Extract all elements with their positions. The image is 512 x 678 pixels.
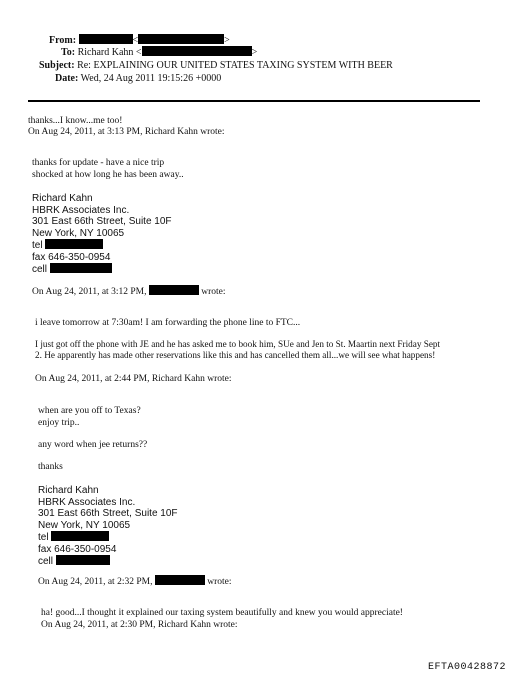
- redaction-block: [142, 46, 252, 56]
- redaction-block: [138, 34, 224, 44]
- header-divider: [28, 100, 480, 102]
- redaction-block: [155, 575, 205, 585]
- signature-address: 301 East 66th Street, Suite 10F: [32, 216, 172, 227]
- quote-3-line-4: thanks: [38, 462, 63, 472]
- signature-2: [38, 485, 178, 568]
- quote-attribution-5: On Aug 24, 2011, at 2:30 PM, Richard Kahn wrote:: [41, 620, 238, 630]
- signature-tel: tel: [32, 239, 172, 252]
- signature-company: HBRK Associates Inc.: [32, 204, 130, 216]
- from-label: From:: [49, 35, 77, 46]
- quote-attribution-3: On Aug 24, 2011, at 2:44 PM, Richard Kahn wrote:: [35, 374, 232, 384]
- redaction-block: [149, 285, 199, 295]
- quote-attribution-4: On Aug 24, 2011, at 2:32 PM, wrote:: [38, 577, 232, 587]
- signature-tel: tel: [38, 531, 178, 544]
- to-value: Richard Kahn: [77, 47, 134, 58]
- to-label: To:: [61, 47, 76, 58]
- subject-label: Subject:: [39, 60, 75, 71]
- redaction-block: [56, 555, 110, 565]
- signature-cell: cell: [38, 555, 178, 568]
- signature-address: 301 East 66th Street, Suite 10F: [38, 508, 178, 519]
- subject-value: Re: EXPLAINING OUR UNITED STATES TAXING SYSTEM WITH BEER: [77, 60, 393, 71]
- signature-1: [32, 193, 172, 276]
- signature-fax: fax 646-350-0954: [32, 251, 111, 263]
- signature-fax: fax 646-350-0954: [38, 543, 117, 555]
- message-2-line-3: 2. He apparently has made other reservations like this and has cancelled them all...we will see what happens!: [35, 350, 436, 360]
- message-4-line-1: ha! good...I thought it explained our taxing system beautifully and knew you would appreciate!: [41, 608, 403, 618]
- redaction-block: [50, 263, 112, 273]
- signature-company: HBRK Associates Inc.: [38, 496, 136, 508]
- bates-number: EFTA00428872: [427, 662, 506, 673]
- quote-3-line-1: when are you off to Texas?: [38, 406, 141, 416]
- angle-close: >: [251, 47, 258, 58]
- quote-attribution-2: On Aug 24, 2011, at 3:12 PM, wrote:: [32, 287, 226, 297]
- subject-row: [39, 60, 393, 72]
- quote-1-line-1: thanks for update - have a nice trip: [32, 158, 165, 168]
- quote-attribution-1: On Aug 24, 2011, at 3:13 PM, Richard Kahn wrote:: [28, 127, 225, 137]
- to-row: [61, 46, 257, 59]
- signature-name: Richard Kahn: [38, 485, 99, 496]
- date-label: Date:: [55, 73, 79, 84]
- quote-3-line-2: enjoy trip..: [38, 418, 80, 428]
- quote-3-line-3: any word when jee returns??: [38, 440, 148, 450]
- redaction-block: [79, 34, 133, 44]
- message-2-line-2: I just got off the phone with JE and he has asked me to book him, SUe and Jen to St. Maartin next Friday Sept: [35, 339, 441, 349]
- quote-1-line-2: shocked at how long he has been away..: [32, 170, 184, 180]
- date-value: Wed, 24 Aug 2011 19:15:26 +0000: [80, 73, 222, 84]
- reply-line-1: thanks...I know...me too!: [28, 116, 123, 126]
- signature-city: New York, NY 10065: [38, 519, 131, 531]
- date-row: [55, 73, 221, 85]
- signature-name: Richard Kahn: [32, 193, 93, 204]
- angle-close: >: [224, 35, 230, 46]
- redaction-block: [45, 239, 103, 249]
- message-2-line-1: i leave tomorrow at 7:30am! I am forwarding the phone line to FTC...: [35, 318, 301, 328]
- signature-cell: cell: [32, 263, 172, 276]
- redaction-block: [51, 531, 109, 541]
- angle-open: <: [132, 35, 139, 46]
- angle-open: <: [135, 47, 142, 58]
- signature-city: New York, NY 10065: [32, 227, 125, 239]
